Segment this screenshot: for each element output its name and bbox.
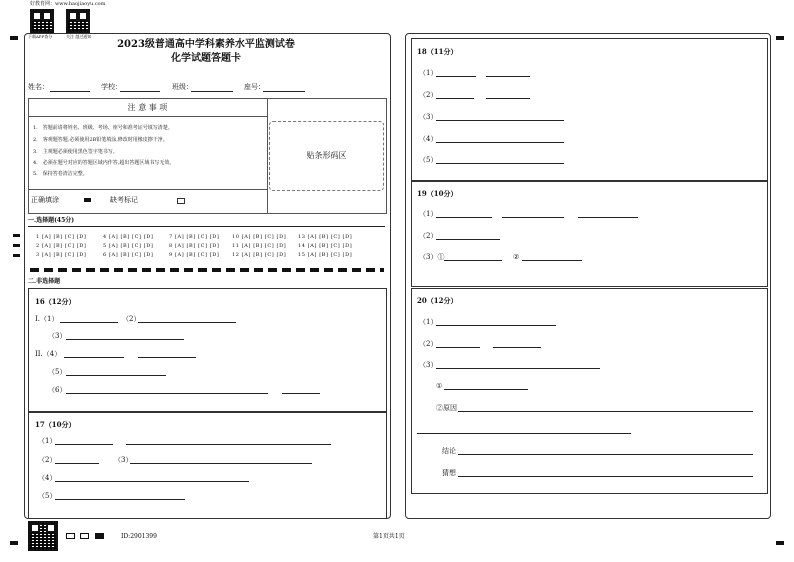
answer-line[interactable] [66, 375, 166, 376]
q17-label: （3） [114, 456, 133, 464]
q19-label: （2） [419, 232, 438, 240]
site-label: 好教育网：www.haojiaoyu.com [30, 1, 106, 7]
answer-line[interactable] [66, 339, 184, 340]
q17-box [28, 411, 387, 519]
notice-item: 4. 必须在题号对应的答题区域内作答,超出答题区域书写无效。 [33, 160, 175, 166]
mc-options[interactable]: 5 [A] [B] [C] [D] [103, 243, 154, 249]
q20-label: 猜想 [442, 469, 456, 477]
card-id: ID:2901399 [121, 533, 157, 540]
qr-notice-label: 关注 越过通知 [66, 34, 92, 39]
answer-line[interactable] [444, 260, 502, 261]
mc-options[interactable]: 10 [A] [B] [C] [D] [232, 234, 287, 240]
q18-label: （2） [419, 91, 438, 99]
answer-line[interactable] [130, 463, 312, 464]
answer-line[interactable] [436, 368, 600, 369]
mc-options[interactable]: 13 [A] [B] [C] [D] [298, 234, 353, 240]
q20-label: （2） [419, 340, 438, 348]
qr-code-app [30, 9, 54, 33]
qr-app-label: 下载APP查分 [28, 34, 53, 39]
q16-label: （5） [48, 368, 67, 376]
corner-mark [776, 36, 784, 40]
q20-title: 20（12分） [417, 296, 458, 305]
answer-line[interactable] [502, 217, 564, 218]
answer-line[interactable] [436, 217, 492, 218]
seat-label: 座号： [244, 83, 265, 91]
qr-code-notice [66, 9, 90, 33]
answer-line[interactable] [436, 120, 564, 121]
answer-line[interactable] [578, 217, 638, 218]
exam-title: 2023级普通高中学科素养水平监测试卷 [117, 39, 295, 50]
answer-line[interactable] [436, 98, 474, 99]
notice-title: 注 意 事 项 [127, 103, 168, 112]
notice-item: 5. 保持答卷清洁完整。 [33, 171, 88, 177]
answer-line[interactable] [138, 357, 196, 358]
notice-item: 2. 客观题答题,必须使用2B铅笔填涂,修改时用橡皮擦干净。 [33, 137, 168, 143]
answer-line[interactable] [458, 476, 753, 477]
school-label: 学校： [101, 83, 122, 91]
answer-line[interactable] [64, 357, 124, 358]
mc-options[interactable]: 14 [A] [B] [C] [D] [298, 243, 353, 249]
q16-label: （6） [48, 386, 67, 394]
answer-line[interactable] [493, 347, 541, 348]
answer-line[interactable] [60, 322, 118, 323]
divider [267, 98, 268, 214]
answer-line[interactable] [436, 325, 556, 326]
page-number: 第1页共1页 [373, 533, 405, 540]
q17-label: （1） [38, 437, 57, 445]
q20-box [411, 288, 768, 494]
q16-label: （3） [48, 332, 67, 340]
mc-options[interactable]: 3 [A] [B] [C] [D] [36, 252, 87, 258]
q16-title: 16（12分） [35, 297, 76, 306]
mc-options[interactable]: 7 [A] [B] [C] [D] [169, 234, 220, 240]
name-label: 姓名： [28, 83, 49, 91]
seat-field[interactable] [263, 91, 305, 92]
mc-options[interactable]: 12 [A] [B] [C] [D] [232, 252, 287, 258]
q20-label: （1） [419, 318, 438, 326]
corner-mark [10, 541, 18, 545]
answer-line[interactable] [522, 260, 582, 261]
answer-line[interactable] [138, 322, 236, 323]
q19-box [411, 180, 768, 287]
mc-options[interactable]: 8 [A] [B] [C] [D] [169, 243, 220, 249]
page-mark [80, 533, 89, 539]
corner-mark [776, 541, 784, 545]
class-field[interactable] [191, 91, 233, 92]
divider [28, 226, 385, 227]
q16-label: （2） [122, 315, 141, 323]
section2-title: 二.非选择题 [28, 278, 61, 285]
mc-options[interactable]: 11 [A] [B] [C] [D] [232, 243, 287, 249]
q17-label: （5） [38, 492, 57, 500]
answer-line[interactable] [444, 389, 528, 390]
answer-line[interactable] [436, 142, 564, 143]
q17-label: （2） [38, 456, 57, 464]
q18-box [411, 38, 768, 182]
q18-label: （5） [419, 156, 438, 164]
exam-subtitle: 化学试题答题卡 [171, 53, 241, 64]
answer-line[interactable] [282, 393, 320, 394]
q18-label: （4） [419, 135, 438, 143]
notice-item: 3. 主观题必须使用黑色签字笔书写。 [33, 149, 118, 155]
q20-label: ②原因 [436, 404, 457, 412]
mc-options[interactable]: 9 [A] [B] [C] [D] [169, 252, 220, 258]
mc-section-title: 一.选择题(45分) [28, 217, 75, 224]
q19-title: 19（10分） [417, 189, 458, 198]
q16-label: I.（1） [35, 315, 59, 323]
page-mark [66, 533, 75, 539]
mc-options[interactable]: 15 [A] [B] [C] [D] [298, 252, 353, 258]
notice-item: 1. 答题前请将姓名、班级、考场、座号和准考证号填写清楚。 [33, 125, 173, 131]
school-field[interactable] [120, 91, 160, 92]
q16-box [28, 288, 387, 413]
correct-fill-sample [84, 198, 91, 202]
answer-line[interactable] [66, 393, 268, 394]
answer-line[interactable] [436, 347, 480, 348]
timing-mark [13, 254, 20, 257]
answer-line[interactable] [458, 411, 753, 412]
answer-line[interactable] [436, 163, 564, 164]
qr-code-footer [28, 521, 58, 551]
timing-track [30, 268, 384, 272]
answer-line[interactable] [486, 98, 530, 99]
q20-label: （3） [419, 361, 438, 369]
answer-line[interactable] [55, 499, 185, 500]
q17-title: 17（10分） [35, 420, 76, 429]
answer-line[interactable] [55, 481, 249, 482]
mc-options[interactable]: 2 [A] [B] [C] [D] [36, 243, 87, 249]
q20-label: 结论 [442, 447, 456, 455]
q19-label: （1） [419, 210, 438, 218]
answer-line[interactable] [436, 76, 476, 77]
divider [28, 189, 267, 190]
q19-label: （3）① [419, 253, 445, 261]
q18-title: 18（11分） [417, 47, 458, 56]
answer-line[interactable] [126, 444, 331, 445]
timing-mark [13, 244, 20, 247]
q18-label: （1） [419, 69, 438, 77]
answer-line[interactable] [55, 444, 113, 445]
answer-line[interactable] [417, 433, 631, 434]
answer-line[interactable] [458, 454, 753, 455]
mc-options[interactable]: 1 [A] [B] [C] [D] [36, 234, 87, 240]
q19-label: ② [513, 253, 520, 261]
absent-mark-label: 缺考标记 [110, 196, 138, 204]
q20-label: ① [436, 382, 443, 390]
q18-label: （3） [419, 113, 438, 121]
answer-line[interactable] [436, 239, 500, 240]
answer-line[interactable] [55, 463, 99, 464]
answer-line[interactable] [486, 76, 530, 77]
timing-mark [13, 234, 20, 237]
q17-label: （4） [38, 474, 57, 482]
barcode-label: 贴条形码区 [306, 151, 347, 160]
correct-fill-label: 正确填涂 [31, 196, 59, 204]
absent-mark-box[interactable] [177, 198, 185, 204]
mc-options[interactable]: 6 [A] [B] [C] [D] [103, 252, 154, 258]
page-mark [95, 533, 104, 539]
q16-label: II.（4） [35, 350, 62, 358]
divider [28, 116, 267, 117]
name-field[interactable] [50, 91, 90, 92]
mc-options[interactable]: 4 [A] [B] [C] [D] [103, 234, 154, 240]
class-label: 班级： [172, 83, 193, 91]
